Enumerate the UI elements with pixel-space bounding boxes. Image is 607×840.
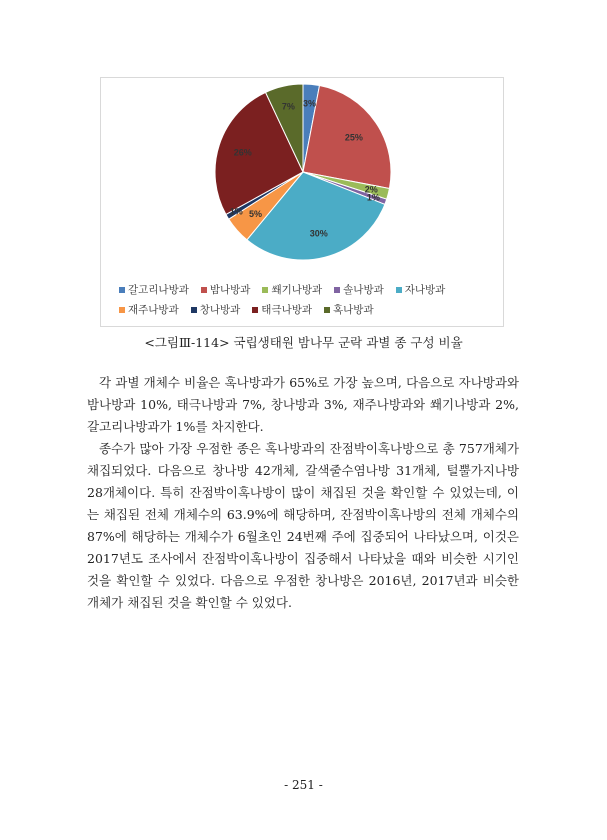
- legend-label: 창나방과: [199, 304, 241, 316]
- pie-slice-label-1: 3%: [302, 98, 317, 109]
- legend-label: 갈고리나방과: [128, 284, 189, 296]
- page-number: - 251 -: [284, 778, 323, 792]
- legend-item-9: [324, 302, 374, 317]
- pie-slice-label-7: 1%: [229, 206, 243, 217]
- figure-container: [100, 77, 504, 327]
- legend-item-5: [396, 282, 446, 297]
- body-paragraph-2: 종수가 많아 가장 우점한 종은 혹나방과의 잔점박이혹나방으로 총 757개체가 채집되었다. 다음으로 창나방 42개체, 갈색줄수염나방 31개체, 털뿔가지나방 28개체이다. 특히 잔점박이혹나방이 많이 채집된 것을 확인할 수 있었는데, 이는 채집된 전체 개체수의 63.9%에 해당하며, 잔점박이혹나방의 전체 개체수의 87%에 해당하는 개체수가 6월초인 24번째 주에 집중되어 나타났으며, 이것은 2017년도 조사에서 잔점박이혹나방이 집중해서 나타났을 때와 비슷한 시기인 것을 확인할 수 있었다. 다음으로 우점한 창나방은 2016년, 2017년과 비슷한 개체가 채집된 것을 확인할 수 있었다.: [87, 441, 519, 610]
- body-paragraph-1: 각 과별 개체수 비율은 혹나방과가 65%로 가장 높으며, 다음으로 자나방과와 밤나방과 10%, 태극나방과 7%, 창나방과 3%, 재주나방과와 쐐기나방과 2%, 갈고리나방과가 1%를 차지한다.: [87, 375, 519, 434]
- legend-label: 재주나방과: [128, 304, 179, 316]
- figure-caption: <그림Ⅲ-114> 국립생태원 밤나무 군락 과별 종 구성 비율: [144, 335, 463, 350]
- legend-swatch: [334, 287, 340, 293]
- pie-slice-label-5: 30%: [309, 228, 328, 239]
- legend-label: 솔나방과: [343, 284, 384, 296]
- pie-slice-label-3: 2%: [364, 184, 378, 195]
- legend-label: 자나방과: [404, 284, 446, 296]
- legend-item-3: [262, 282, 322, 297]
- legend-item-6: [119, 302, 179, 317]
- legend-swatch: [119, 287, 125, 293]
- legend-swatch: [324, 307, 330, 313]
- pie-slice-label-4: 1%: [366, 192, 380, 203]
- chart-legend: [119, 282, 489, 317]
- legend-swatch: [201, 287, 207, 293]
- legend-swatch: [262, 287, 268, 293]
- legend-label: 쐐기나방과: [271, 284, 323, 296]
- legend-swatch: [396, 287, 402, 293]
- legend-label: 혹나방과: [333, 304, 374, 316]
- legend-item-1: [119, 282, 189, 297]
- legend-item-7: [191, 302, 241, 317]
- legend-item-2: [201, 282, 251, 297]
- pie-slice-label-8: 26%: [233, 147, 252, 158]
- pie-slice-label-6: 5%: [248, 208, 263, 219]
- pie-slice-label-9: 7%: [281, 101, 295, 112]
- legend-item-4: [334, 282, 384, 297]
- legend-swatch: [191, 307, 197, 313]
- pie-slice-label-2: 25%: [344, 132, 363, 143]
- legend-label: 밤나방과: [209, 284, 251, 296]
- legend-swatch: [252, 307, 258, 313]
- body-text: [87, 372, 519, 614]
- legend-item-8: [252, 302, 312, 317]
- legend-label: 태극나방과: [261, 304, 313, 316]
- legend-swatch: [119, 307, 125, 313]
